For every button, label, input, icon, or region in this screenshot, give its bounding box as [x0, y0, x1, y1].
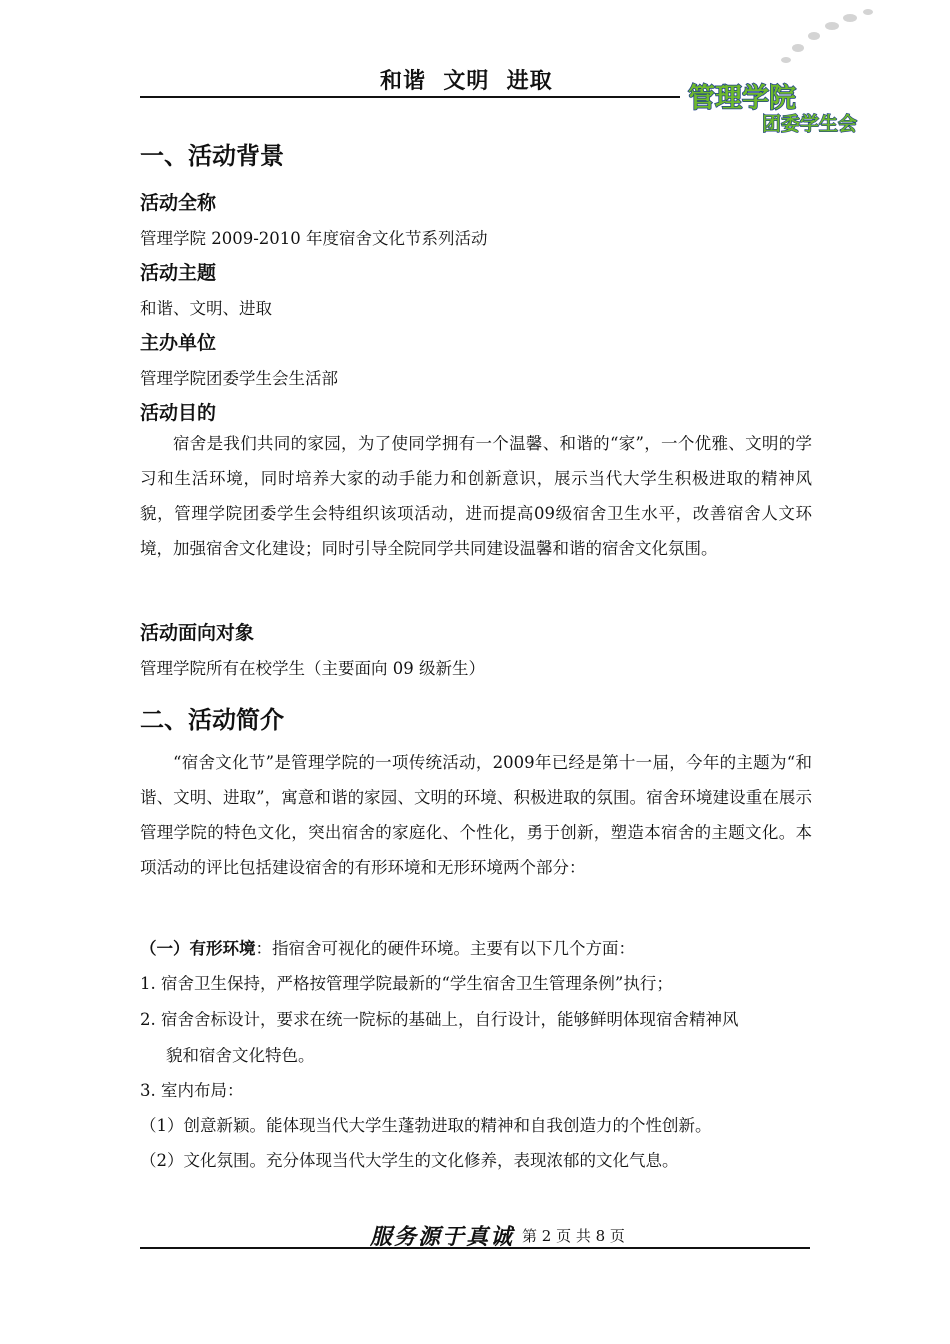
theme-text: 和谐、文明、进取 — [140, 299, 272, 318]
list-item: 3. 室内布局： — [140, 1081, 244, 1100]
decorative-dots — [781, 9, 873, 63]
logo-line1: 管理学院 — [688, 83, 796, 114]
section1-heading: 一、活动背景 — [140, 142, 284, 170]
list-item: 1. 宿舍卫生保持，严格按管理学院最新的“学生宿舍卫生管理条例”执行； — [140, 974, 673, 993]
intro-paragraph: “宿舍文化节”是管理学院的一项传统活动，2009年已经是第十一届，今年的主题为“和谐、文明、进取”，寓意和谐的家园、文明的环境、积极进取的氛围。宿舍环境建设重在展示管理学院的特色文化，突出宿舍的家庭化、个性化，勇于创新，塑造本宿舍的主题文化。本项活动的评比包括建设宿舍的有形环境和无形环境两个部分： — [140, 753, 812, 877]
organizer-text: 管理学院团委学生会生活部 — [140, 369, 338, 388]
organizer-label: 主办单位 — [140, 332, 217, 354]
sub-head: 有形环境 — [189, 939, 256, 958]
page-number: 第 2 页 共 8 页 — [522, 1227, 625, 1245]
logo-line2: 团委学生会 — [762, 113, 858, 135]
sub-prefix: （一） — [140, 939, 190, 958]
audience-label: 活动面向对象 — [140, 622, 255, 644]
college-logo — [682, 0, 882, 160]
footer-slogan: 服务源于真诚 — [370, 1224, 515, 1250]
audience-text: 管理学院所有在校学生（主要面向 09 级新生） — [140, 659, 485, 678]
tangible-env-line — [140, 935, 635, 959]
footer-rule — [140, 1247, 810, 1249]
list-item: （1）创意新颖。能体现当代大学生蓬勃进取的精神和自我创造力的个性创新。 — [140, 1116, 712, 1135]
header-title: 和谐 文明 进取 — [380, 69, 553, 94]
list-item: 貌和宿舍文化特色。 — [166, 1046, 315, 1065]
theme-label: 活动主题 — [140, 262, 217, 284]
full-name-text: 管理学院 2009-2010 年度宿舍文化节系列活动 — [140, 229, 488, 248]
header-rule — [140, 96, 680, 98]
purpose-paragraph: 宿舍是我们共同的家园，为了使同学拥有一个温馨、和谐的“家”，一个优雅、文明的学习和生活环境，同时培养大家的动手能力和创新意识，展示当代大学生积极进取的精神风貌，管理学院团委学生会特组织该项活动，进而提高09级宿舍卫生水平，改善宿舍人文环境，加强宿舍文化建设；同时引导全院同学共同建设温馨和谐的宿舍文化氛围。 — [140, 434, 812, 558]
list-item: （2）文化氛围。充分体现当代大学生的文化修养，表现浓郁的文化气息。 — [140, 1151, 679, 1170]
section2-heading: 二、活动简介 — [140, 706, 284, 734]
list-item: 2. 宿舍舍标设计，要求在统一院标的基础上，自行设计，能够鲜明体现宿舍精神风 — [140, 1010, 739, 1029]
sub-text: ：指宿舍可视化的硬件环境。主要有以下几个方面： — [255, 939, 635, 958]
purpose-label: 活动目的 — [140, 402, 217, 424]
full-name-label: 活动全称 — [140, 192, 217, 214]
